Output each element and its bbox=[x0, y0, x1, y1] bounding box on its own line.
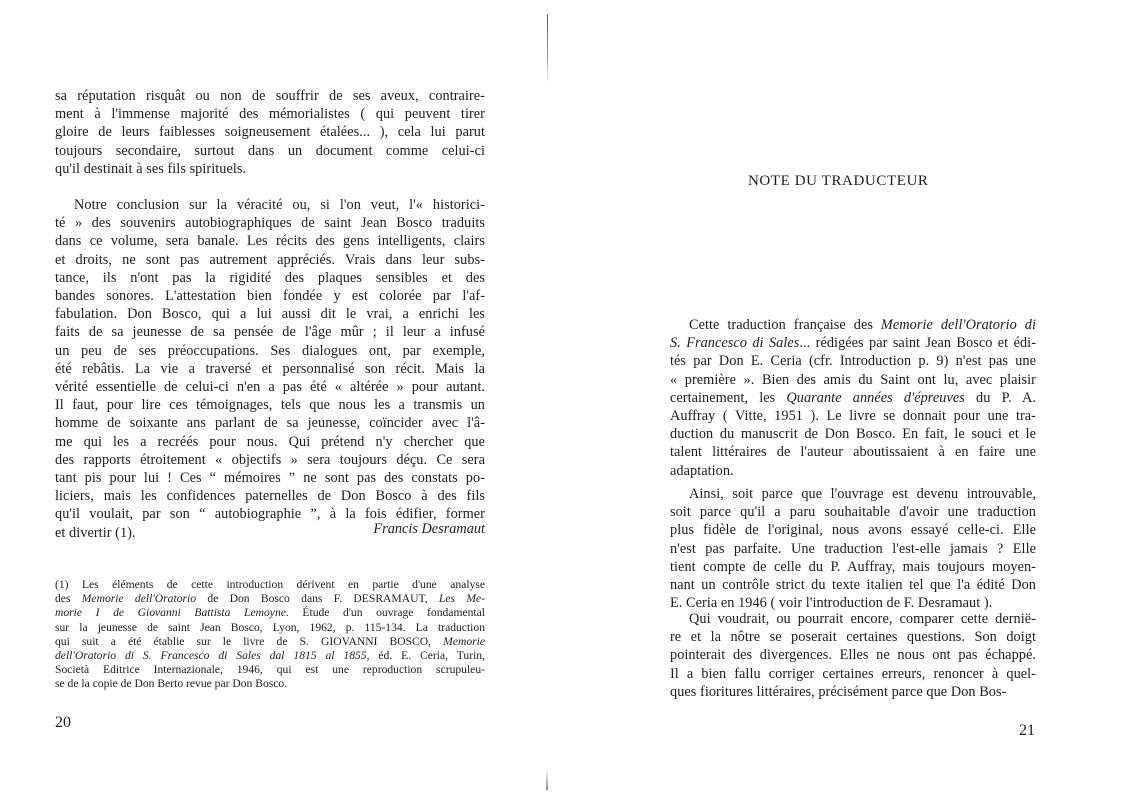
text-line: certainement, les Quarante années d'épreuves du P. A. bbox=[670, 389, 1036, 406]
text-line: Società Editrice Internazionale, 1946, qui est une reproduction scrupuleu- bbox=[55, 663, 485, 677]
page-number-right: 21 bbox=[1019, 722, 1035, 739]
text-line: ques fioritures littéraires, précisément parce que Don Bos- bbox=[670, 683, 1007, 700]
text-line: Notre conclusion sur la véracité ou, si l'on veut, l'« historici- bbox=[74, 197, 485, 213]
text-line: dell'Oratorio di S. Francesco di Sales dal 1815 al 1855, éd. E. Ceria, Turin, bbox=[55, 649, 486, 663]
text-line: me qui les a recréés pour nous. Qui prétend n'y chercher que bbox=[55, 433, 485, 450]
chapter-title: NOTE DU TRADUCTEUR bbox=[748, 173, 929, 189]
text-line: soit parce qu'il a paru souhaitable d'avoir une traduction bbox=[670, 504, 1036, 521]
text-line: pointerait des divergences. Elles ne nous ont pas échappé. bbox=[670, 647, 1036, 664]
text-line: Cette traduction française des Memorie dell'Oratorio di bbox=[689, 317, 1036, 333]
text-line: talent littéraires de l'auteur aboutissaient à en faire une bbox=[670, 444, 1036, 461]
text-line: n'est pas parfaite. Une traduction l'est-elle jamais ? Elle bbox=[670, 540, 1036, 557]
text-line: se de la copie de Don Berto revue par Don Bosco. bbox=[55, 677, 288, 691]
text-line: tés par Don E. Ceria (cfr. Introduction p. 9) n'est pas une bbox=[670, 353, 1036, 370]
text-line: sur la jeunesse de saint Jean Bosco, Lyon, 1962, p. 115-134. La traduction bbox=[55, 620, 485, 634]
text-line: qu'il voulait, par son “ autobiographie ”, à la fois édifier, former bbox=[55, 506, 485, 523]
text-line: té » des souvenirs autobiographiques de saint Jean Bosco traduits bbox=[55, 215, 485, 232]
text-line: vérité essentielle de celui-ci n'en a pas été « altérée » pour autant. bbox=[55, 379, 485, 396]
text-line: Qui voudrait, ou pourrait encore, comparer cette dernië- bbox=[689, 611, 1036, 627]
text-line: sa réputation risquât ou non de souffrir de ses aveux, contraire- bbox=[55, 88, 485, 104]
left-paragraph-1 bbox=[55, 87, 485, 178]
text-line: re et la nôtre se poserait certaines questions. Son doigt bbox=[670, 629, 1036, 646]
text-line: des Memorie dell'Oratorio de Don Bosco dans F. DESRAMAUT, Les Me- bbox=[55, 592, 485, 606]
right-paragraph-3 bbox=[670, 610, 1036, 701]
text-line: Ainsi, soit parce que l'ouvrage est devenu introuvable, bbox=[689, 486, 1036, 502]
text-line: homme de soixante ans parlant de sa jeunesse, coïncider avec l'â- bbox=[55, 415, 485, 432]
text-line: gloire de leurs faiblesses soigneusement étalées... ), cela lui parut bbox=[55, 124, 485, 141]
text-line: morie I de Giovanni Battista Lemoyne. Étude d'un ouvrage fondamental bbox=[55, 606, 485, 620]
text-line: faits de sa jeunesse de sa pensée de l'âge mûr ; il leur a infusé bbox=[55, 324, 485, 341]
text-line: qu'il destinait à ses fils spirituels. bbox=[55, 160, 247, 177]
text-line: qui suit a été établie sur le livre de S. GIOVANNI BOSCO, Memorie bbox=[55, 634, 485, 648]
author-signature: Francis Desramaut bbox=[373, 521, 485, 537]
text-line: été rebâtis. La vie a traversé et personnalisé son récit. Mais la bbox=[55, 360, 485, 377]
text-line: un peu de ses préoccupations. Ses dialogues ont, par exemple, bbox=[55, 342, 485, 359]
text-line: ment à l'immense majorité des mémorialistes ( qui peuvent tirer bbox=[55, 106, 485, 123]
text-line: E. Ceria en 1946 ( voir l'introduction de F. Desramaut ). bbox=[670, 595, 993, 612]
text-line: toujours secondaire, surtout dans un document comme celui-ci bbox=[55, 142, 485, 159]
text-line: duction du manuscrit de Don Bosco. En fait, le souci et le bbox=[670, 426, 1036, 443]
text-line: Il faut, pour lire ces témoignages, tels que nous les a transmis un bbox=[55, 397, 485, 414]
left-page bbox=[0, 0, 548, 794]
text-line: des rapports étroitement « objectifs » sera toujours déçu. Ce sera bbox=[55, 451, 485, 468]
text-line: Auffray ( Vitte, 1951 ). Le livre se donnait pour une tra- bbox=[670, 408, 1036, 425]
text-line: tant pis pour lui ! Ces “ mémoires ” ne sont pas des constats po- bbox=[55, 470, 485, 487]
text-line: adaptation. bbox=[670, 462, 734, 479]
text-line: « première ». Bien des amis du Saint ont lu, avec plaisir bbox=[670, 371, 1036, 388]
page-number-left: 20 bbox=[55, 714, 71, 731]
text-line: (1) Les éléments de cette introduction dérivent en partie d'une analyse bbox=[55, 578, 485, 591]
text-line: Il a bien fallu corriger certaines erreurs, renoncer à quel- bbox=[670, 665, 1036, 682]
text-line: et droits, ne sont pas autrement appréciés. Vrais dans leur subs- bbox=[55, 251, 485, 268]
left-paragraph-2 bbox=[55, 196, 485, 542]
text-line: S. Francesco di Sales... rédigées par saint Jean Bosco et édi- bbox=[670, 335, 1036, 352]
text-line: nant un contrôle strict du texte italien tel que l'a édité Don bbox=[670, 577, 1036, 594]
right-paragraph-2 bbox=[670, 485, 1036, 612]
text-line: dans ce volume, sera banale. Les récits des gens intelligents, clairs bbox=[55, 233, 485, 250]
text-line: tance, ils n'ont pas la rigidité des plaques sensibles et des bbox=[55, 269, 485, 286]
right-paragraph-1 bbox=[670, 316, 1036, 480]
text-line: tient compte de celle du P. Auffray, mais toujours moyen- bbox=[670, 558, 1036, 575]
text-line: et divertir (1). bbox=[55, 524, 136, 541]
text-line: bandes sonores. L'attestation bien fondée y est colorée par l'af- bbox=[55, 288, 485, 305]
text-line: fabulation. Don Bosco, qui a lui aussi dit le vrai, a enrichi les bbox=[55, 306, 485, 323]
text-line: liciers, mais les confidences paternelles de Don Bosco à des fils bbox=[55, 488, 485, 505]
footnote bbox=[55, 578, 485, 692]
text-line: plus fidèle de l'original, nous avons essayé celle-ci. Elle bbox=[670, 522, 1036, 539]
